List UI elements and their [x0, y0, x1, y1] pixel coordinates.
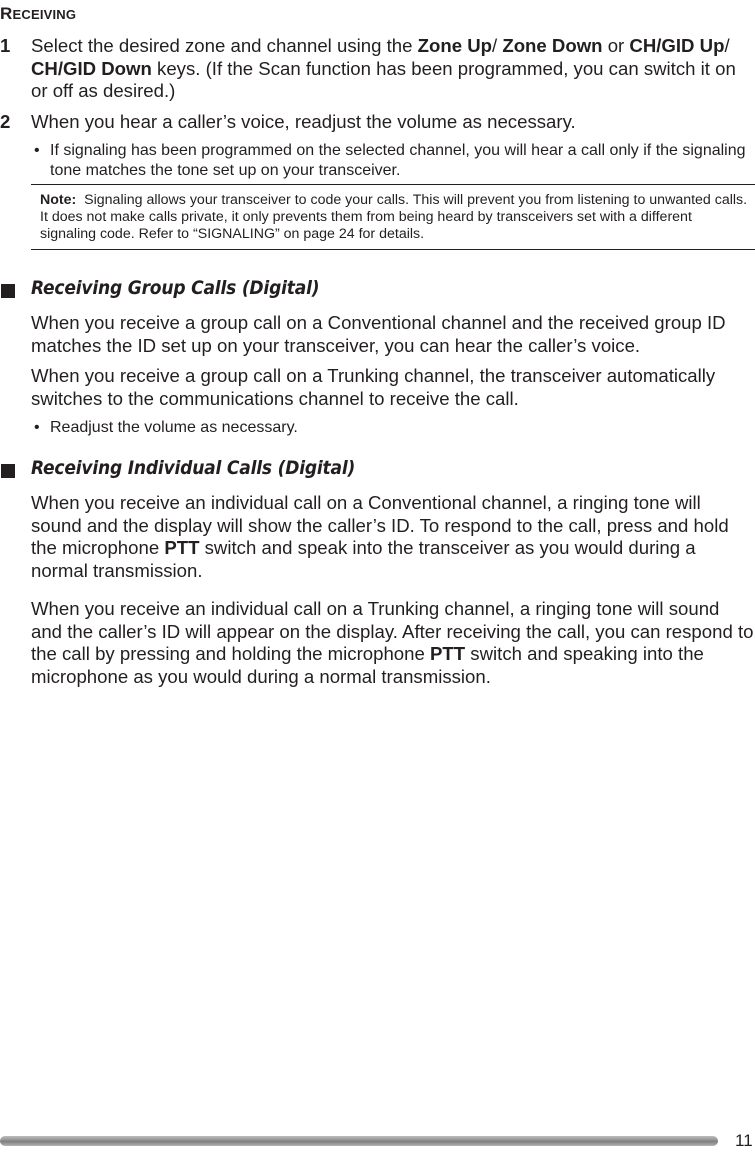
footer-bar	[0, 1136, 718, 1146]
zone-up-key: Zone Up	[417, 35, 492, 56]
ptt-switch: PTT	[430, 643, 466, 665]
bullet-text: Readjust the volume as necessary.	[50, 419, 298, 436]
group-calls-title: Receiving Group Calls (Digital)	[31, 277, 320, 299]
section-title-rest: ECEIVING	[12, 7, 77, 22]
ch-gid-up-key: CH/GID Up	[629, 35, 725, 56]
individual-calls-heading	[0, 457, 755, 487]
note-text: Signaling allows your transceiver to code your calls. This will prevent you from listening to unwanted calls. It does not make calls private, it only prevents them from being heard by transceivers set with a different signaling code. Refer to “SIGNALING” on page 24 for details.	[40, 192, 748, 242]
step-number: 2	[0, 111, 11, 132]
section-title	[0, 4, 76, 24]
page-number: 11	[735, 1131, 753, 1150]
step-number: 1	[0, 35, 11, 56]
individual-calls-para-2: When you receive an individual call on a Trunking channel, a ringing tone will sound and the caller’s ID will appear on the display. After receiving the call, you can respond to the call by pressing and holding the microphone PTT switch and speaking into the microphone as you would during a normal transmission.	[31, 598, 754, 687]
note-box	[40, 192, 750, 243]
ch-gid-down-key: CH/GID Down	[31, 57, 152, 79]
step-text: Select the desired zone and channel using the Zone Up/ Zone Down or CH/GID Up/ CH/GID Down keys. (If the Scan function has been programmed, you can switch it on or off as desired.)	[31, 35, 736, 102]
bullet-dot: •	[34, 142, 40, 159]
zone-down-key: Zone Down	[502, 35, 603, 56]
section-title-initial: R	[0, 4, 13, 23]
note-label: Note:	[40, 192, 77, 208]
group-calls-heading	[0, 277, 755, 307]
note-top-rule	[31, 184, 755, 185]
individual-calls-para-1: When you receive an individual call on a Conventional channel, a ringing tone will sound and the display will show the caller’s ID. To respond to the call, press and hold the microphone PTT switch and speak into the transceiver as you would during a normal transmission.	[31, 492, 729, 581]
square-bullet-icon	[1, 464, 15, 478]
bullet-dot: •	[34, 419, 40, 436]
ptt-switch: PTT	[164, 537, 200, 559]
bullet-text: If signaling has been programmed on the selected channel, you will hear a call only if the signaling tone matches the tone set up on your transceiver.	[50, 142, 746, 179]
square-bullet-icon	[1, 284, 15, 298]
step-text: When you hear a caller’s voice, readjust the volume as necessary.	[31, 111, 576, 132]
group-calls-para-1: When you receive a group call on a Conventional channel and the received group ID matches the ID set up on your transceiver, you can hear the caller’s voice.	[31, 312, 726, 356]
group-calls-para-2: When you receive a group call on a Trunking channel, the transceiver automatically switches to the communications channel to receive the call.	[31, 365, 716, 409]
note-bottom-rule	[31, 249, 755, 250]
individual-calls-title: Receiving Individual Calls (Digital)	[31, 457, 356, 479]
